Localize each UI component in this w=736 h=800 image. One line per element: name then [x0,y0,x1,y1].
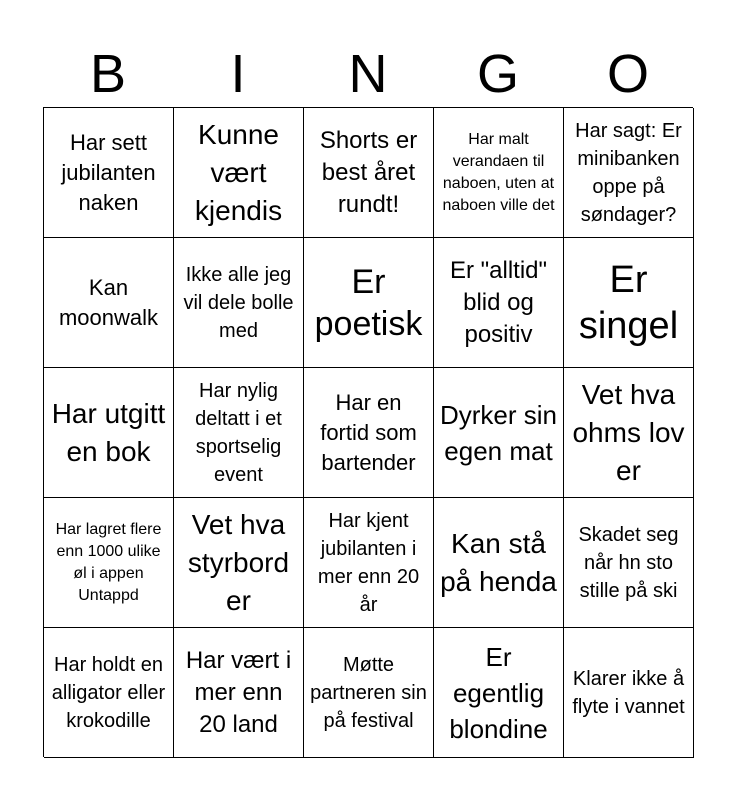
cell-text: Har sagt: Er minibanken oppe på søndager? [575,119,682,226]
header-letter-o: O [606,44,649,104]
cell-text: Kan stå på henda [440,527,557,597]
bingo-cell[interactable] [434,108,564,238]
cell-text: Dyrker sin egen mat [440,399,558,466]
bingo-cell[interactable] [174,108,304,238]
header-letter-i: I [230,44,246,104]
bingo-cell[interactable] [44,628,174,758]
cell-text: Har vært i mer enn 20 land [185,646,292,738]
bingo-cell[interactable] [564,628,694,758]
bingo-cell[interactable] [304,368,434,498]
cell-text: Kan moonwalk [58,274,159,330]
cell-text: Møtte partneren sin på festival [310,653,427,732]
bingo-cell[interactable] [564,368,694,498]
cell-text: Er poetisk [314,262,423,343]
bingo-cell[interactable] [174,238,304,368]
bingo-cell[interactable] [304,108,434,238]
cell-text: Har lagret flere enn 1000 ulike øl i appen Untappd [55,520,162,604]
cell-text: Har malt verandaen til naboen, uten at naboen ville det [442,130,555,214]
bingo-cell[interactable] [44,498,174,628]
cell-text: Er egentlig blondine [449,641,548,744]
bingo-cell[interactable] [564,108,694,238]
cell-text: Har nylig deltatt i et sportselig event [195,379,282,486]
cell-text: Har kjent jubilanten i mer enn 20 år [317,509,420,616]
bingo-cell[interactable] [564,498,694,628]
bingo-cell[interactable] [434,368,564,498]
bingo-cell[interactable] [44,368,174,498]
bingo-cell[interactable] [44,108,174,238]
bingo-cell[interactable] [174,498,304,628]
bingo-cell[interactable] [174,628,304,758]
cell-text: Er "alltid" blid og positiv [449,256,548,348]
bingo-cell[interactable] [434,498,564,628]
cell-text: Har sett jubilanten naken [61,129,156,215]
cell-text: Shorts er best året rundt! [319,126,418,218]
cell-text: Har en fortid som bartender [320,389,417,475]
bingo-cell[interactable] [44,238,174,368]
bingo-grid [43,107,693,757]
cell-text: Har holdt en alligator eller krokodille [51,653,166,732]
bingo-cell[interactable] [434,628,564,758]
cell-text: Skadet seg når hn sto stille på ski [578,523,679,602]
bingo-cell[interactable] [304,238,434,368]
cell-text: Kunne vært kjendis [194,118,283,226]
cell-text: Vet hva ohms lov er [572,378,685,486]
cell-text: Har utgitt en bok [51,397,166,467]
cell-text: Vet hva styrbord er [187,508,290,616]
cell-text: Er singel [578,258,679,347]
header-letter-n: N [348,44,388,104]
cell-text: Klarer ikke å flyte i vannet [572,667,685,718]
bingo-cell[interactable] [564,238,694,368]
bingo-cell[interactable] [174,368,304,498]
bingo-header [43,40,693,108]
header-letter-g: G [476,44,519,104]
bingo-cell[interactable] [304,498,434,628]
header-letter-b: B [89,44,127,104]
bingo-cell[interactable] [434,238,564,368]
bingo-cell[interactable] [304,628,434,758]
cell-text: Ikke alle jeg vil dele bolle med [183,263,294,342]
